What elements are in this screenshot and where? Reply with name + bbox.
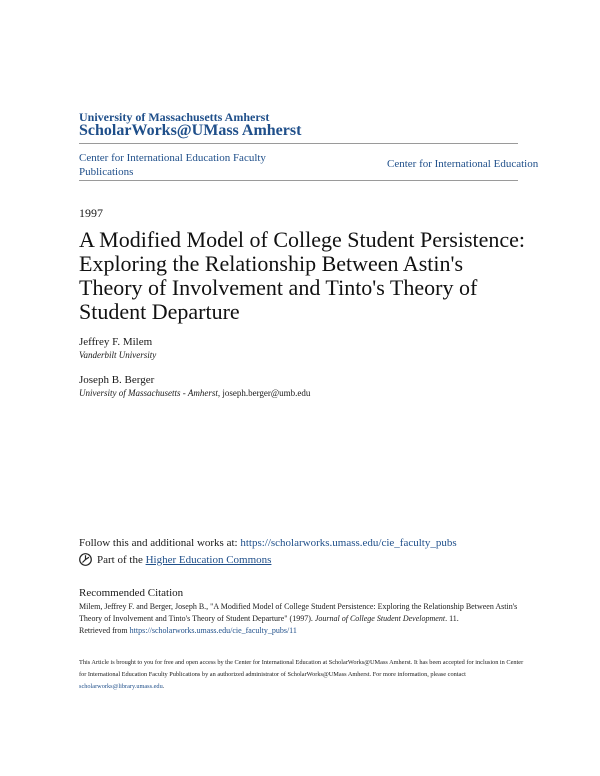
author-affiliation xyxy=(79,350,156,360)
author-name: Jeffrey F. Milem xyxy=(79,336,153,348)
part-of-line xyxy=(79,553,271,566)
notice-text: This Article is brought to you for free and open access by the Center for International Education at ScholarWorks@UMass Amherst. It has been accepted for inclusion in Center for International Education Faculty Publications by an authorized administrator of ScholarWorks@UMass Amherst. For more information, please contact xyxy=(79,659,524,678)
article-title: A Modified Model of College Student Persistence: Exploring the Relationship Between Astin's Theory of Involvement and Tinto's Theory of Student Departure xyxy=(79,227,526,324)
affiliation-text: University of Massachusetts - Amherst xyxy=(79,388,218,398)
retrieved-label: Retrieved from xyxy=(79,626,130,635)
collection-url-link[interactable]: https://scholarworks.umass.edu/cie_faculty_pubs xyxy=(240,537,457,549)
affiliation-text: Vanderbilt University xyxy=(79,350,157,360)
access-notice xyxy=(79,657,529,693)
follow-line xyxy=(79,537,457,549)
institution-name: University of Massachusetts Amherst xyxy=(79,110,270,124)
citation-body xyxy=(79,601,529,637)
citation-suffix: . 11. xyxy=(445,614,459,623)
collection-link[interactable]: Center for International Education Faculty Publications xyxy=(79,152,266,178)
recommended-citation-heading: Recommended Citation xyxy=(79,587,184,599)
repository-link[interactable]: ScholarWorks@UMass Amherst xyxy=(79,122,302,139)
author-email[interactable]: , joseph.berger@umb.edu xyxy=(217,388,311,398)
journal-name: Journal of College Student Development xyxy=(314,614,446,623)
part-of-text: Part of the xyxy=(97,553,143,566)
follow-text: Follow this and additional works at: xyxy=(79,537,241,549)
notice-end: . xyxy=(162,683,165,690)
contact-email-link[interactable]: scholarworks@library.umass.edu xyxy=(79,683,163,690)
article-url-link[interactable]: https://scholarworks.umass.edu/cie_faculty_pubs/11 xyxy=(129,626,297,635)
publication-year: 1997 xyxy=(79,206,103,220)
department-link[interactable]: Center for International Education xyxy=(387,158,539,170)
citation-text: Milem, Jeffrey F. and Berger, Joseph B., "A Modified Model of College Student Persistence: Exploring the Relationship Between Astin's Theory of Involvement and Tinto's Theory of Student Departure" (1997). xyxy=(79,602,518,623)
higher-education-commons-link[interactable]: Higher Education Commons xyxy=(145,553,272,566)
author-affiliation xyxy=(79,388,310,398)
divider-bottom xyxy=(79,180,518,181)
author-name: Joseph B. Berger xyxy=(79,374,155,386)
creative-commons-icon xyxy=(79,553,92,566)
divider-top xyxy=(79,143,518,144)
